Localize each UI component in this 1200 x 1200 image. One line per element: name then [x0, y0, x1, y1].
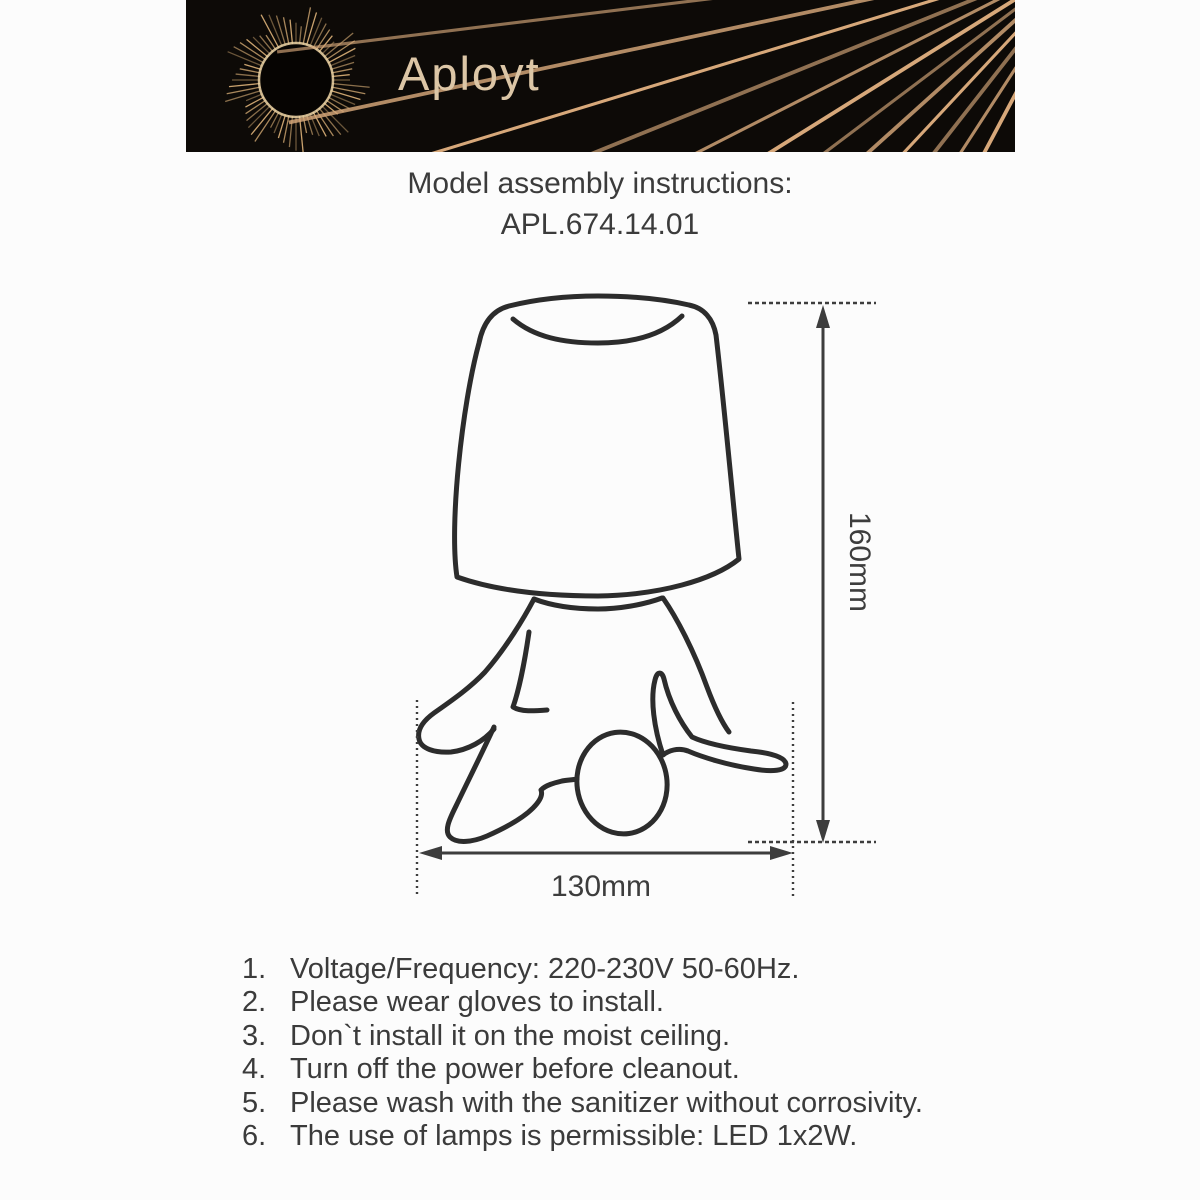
- model-number: APL.674.14.01: [500, 208, 700, 241]
- dim-width-arrow-left: [419, 846, 442, 860]
- banner-decor: [186, 0, 1015, 152]
- list-item-text: Please wash with the sanitizer without corrosivity.: [290, 1086, 923, 1119]
- dim-height-arrow-down: [816, 820, 830, 843]
- list-item-number: 6.: [242, 1120, 267, 1153]
- dim-width-arrow-right: [770, 846, 793, 860]
- dim-height-arrow-up: [816, 305, 830, 328]
- title-block: [0, 163, 1200, 245]
- figure-shoulders: [534, 598, 662, 609]
- figure-right-boot: [653, 673, 786, 770]
- list-item: [242, 1120, 1042, 1153]
- list-item-number: 4.: [242, 1053, 267, 1086]
- corner-rays-decor: [277, 0, 1015, 152]
- page-title: Model assembly instructions:: [407, 167, 793, 200]
- list-item-text: Please wear gloves to install.: [290, 986, 664, 1019]
- sunburst-center: [261, 45, 331, 115]
- list-item-text: Voltage/Frequency: 220-230V 50-60Hz.: [290, 953, 800, 985]
- list-item: [242, 1087, 1042, 1120]
- list-item: [242, 986, 1042, 1019]
- list-item-text: The use of lamps is permissible: LED 1x2W.: [290, 1120, 858, 1153]
- lamp-technical-drawing: [400, 290, 900, 910]
- lampshade-rim: [513, 316, 682, 343]
- list-item: [242, 953, 1042, 986]
- brand-wordmark: Aployt: [398, 47, 541, 100]
- figure-folded-leg: [447, 727, 577, 841]
- list-item-number: 2.: [242, 986, 267, 1019]
- instruction-list: [242, 953, 1042, 1153]
- brand-banner: [186, 0, 1015, 152]
- list-item: [242, 1020, 1042, 1053]
- figure-left-leg: [419, 599, 534, 752]
- list-item-number: 5.: [242, 1086, 267, 1119]
- list-item: [242, 1053, 1042, 1086]
- dim-height-label: 160mm: [843, 512, 876, 613]
- list-item-text: Turn off the power before cleanout.: [290, 1053, 740, 1086]
- list-item-number: 3.: [242, 1019, 267, 1052]
- dim-width-label: 130mm: [550, 870, 652, 903]
- figure-leg-crease: [513, 632, 547, 711]
- list-item-number: 1.: [242, 953, 267, 985]
- list-item-text: Don`t install it on the moist ceiling.: [290, 1019, 731, 1052]
- figure-right-leg: [663, 598, 729, 732]
